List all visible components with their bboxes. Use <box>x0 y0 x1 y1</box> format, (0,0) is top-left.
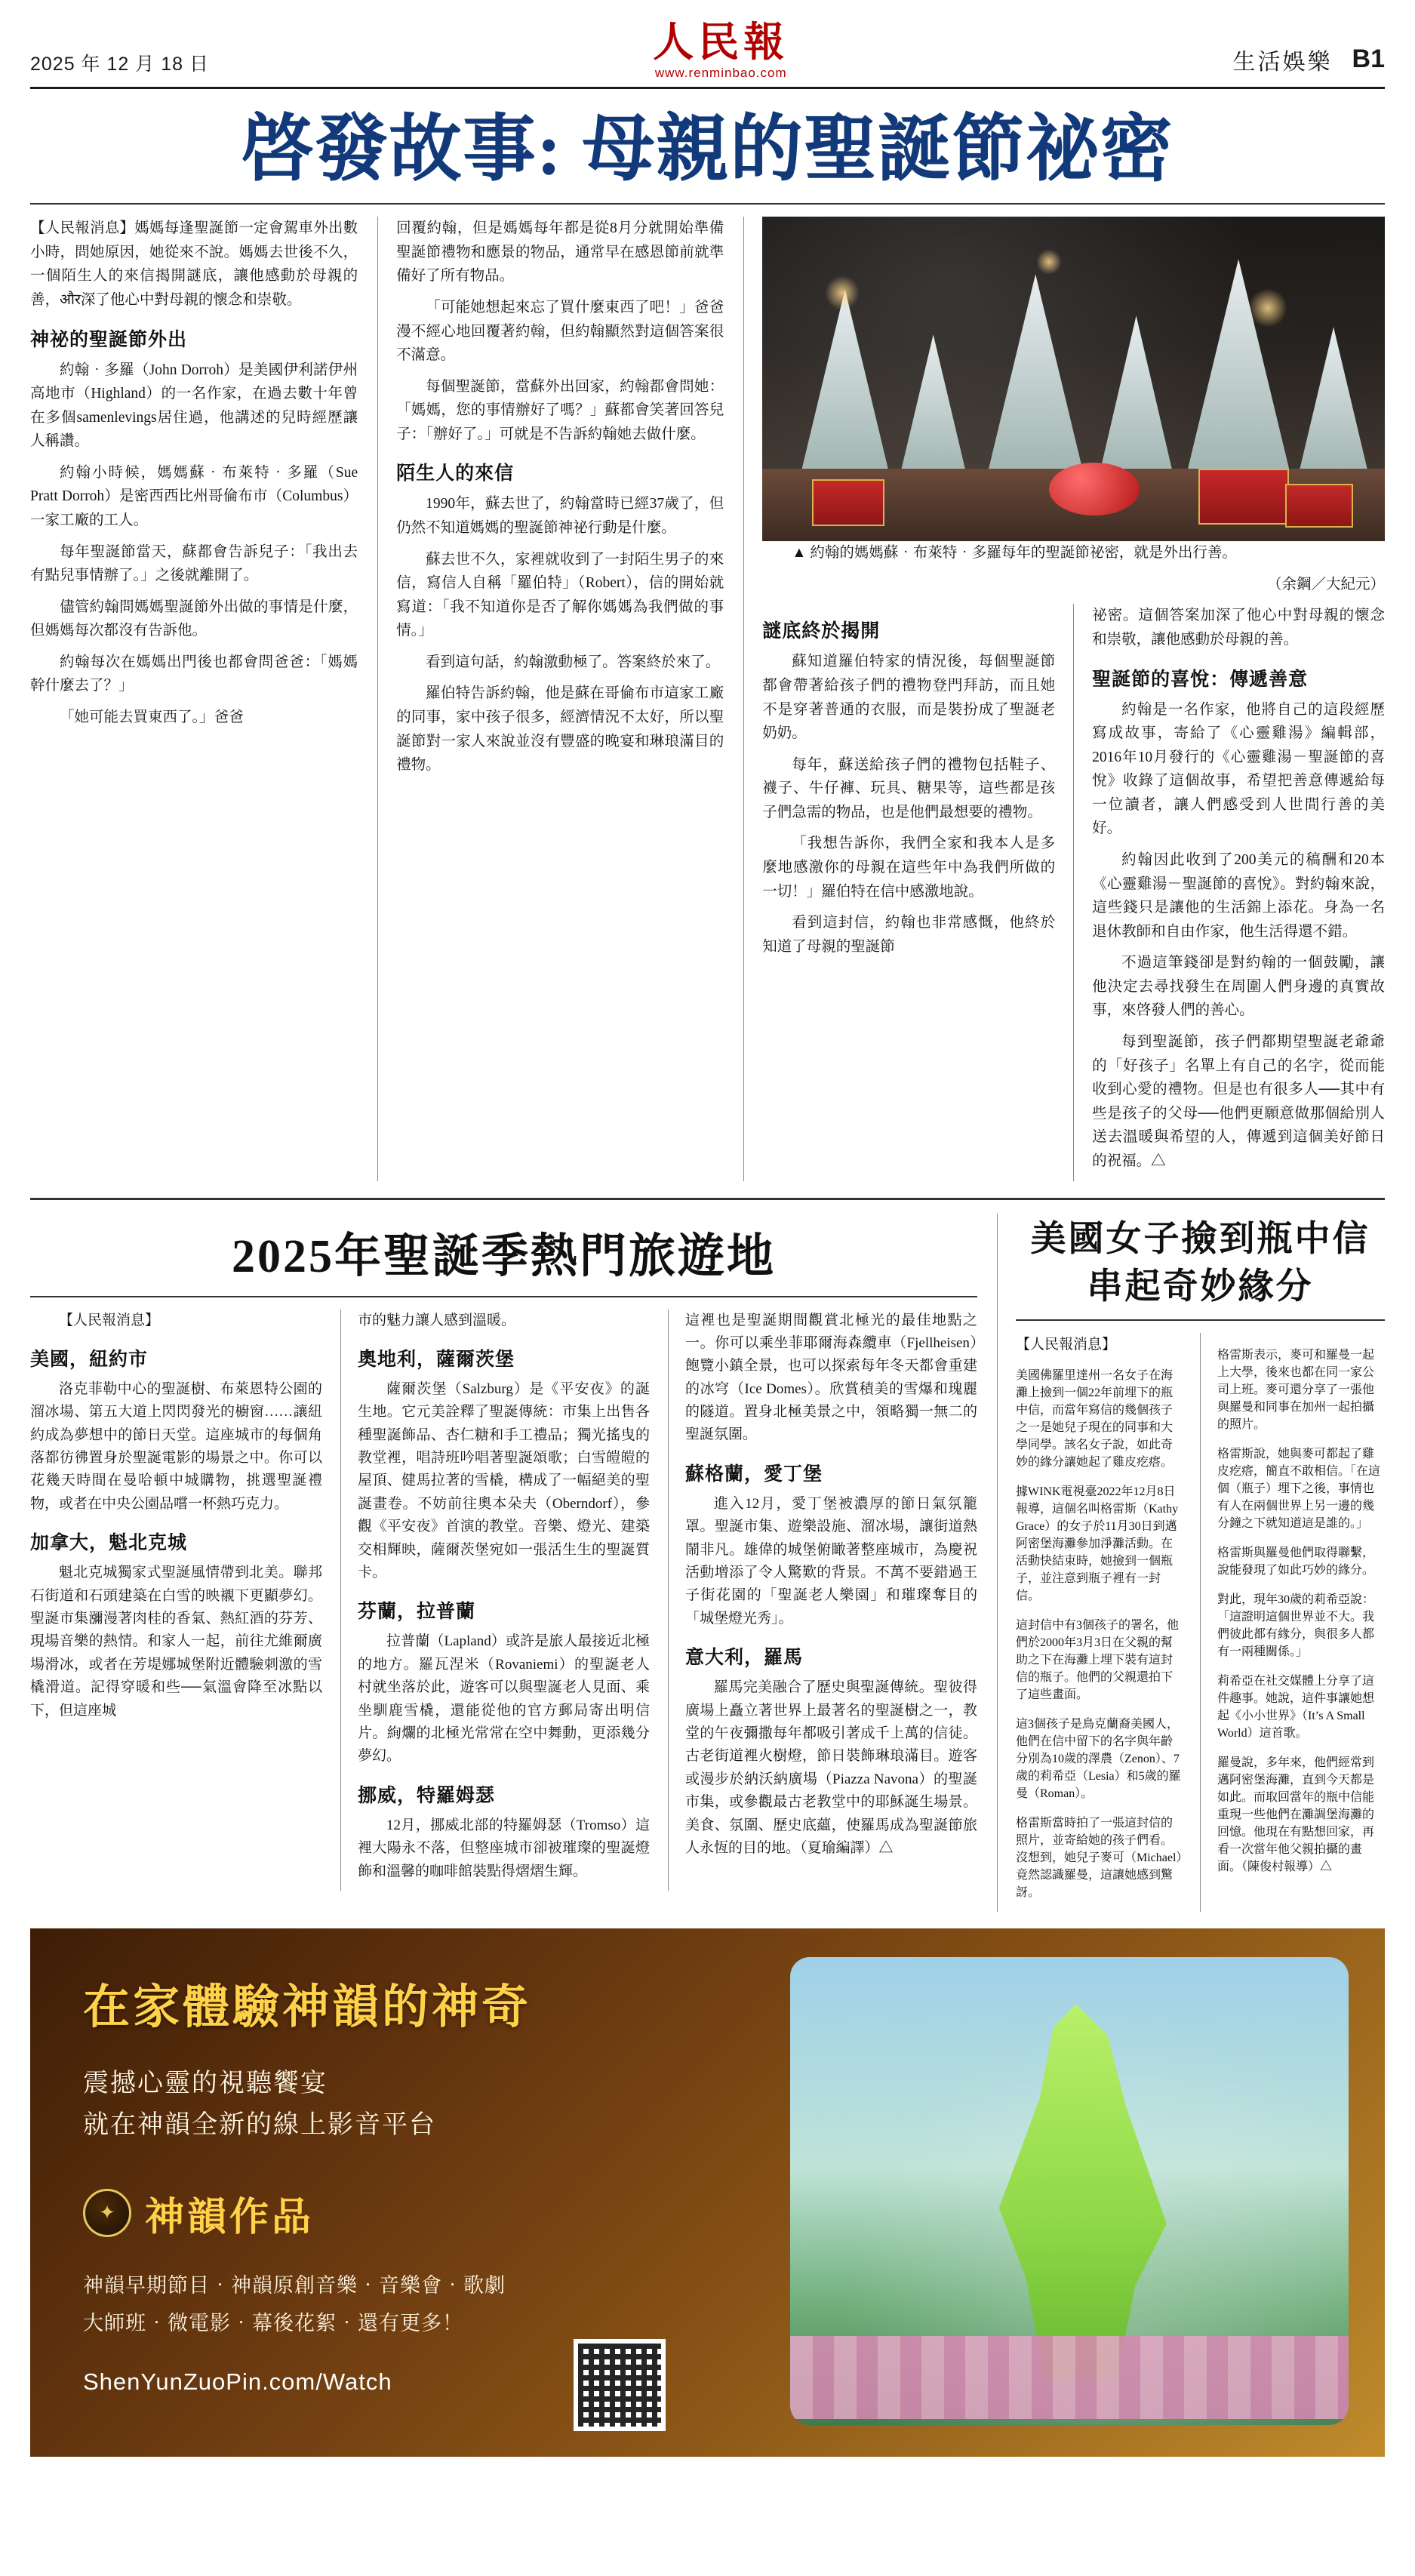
masthead-center <box>209 21 1233 81</box>
ad-brand-name: 神韻作品 <box>145 2196 315 2239</box>
paragraph: 洛克菲勒中心的聖誕樹、布萊恩特公園的溜冰場、第五大道上閃閃發光的櫥窗……讓紐約成為夢想中的節日天堂。這座城市的每個角落都彷彿置身於聖誕電影的場景之中。你可以花幾天時間在曼哈頓中城購物，挑選聖誕禮物，或者在中央公園品嚐一杯熱巧克力。 <box>30 1380 322 1512</box>
lead-article <box>30 217 1385 1180</box>
paragraph: 儘管約翰問媽媽聖誕節外出做的事情是什麼，但媽媽每次都沒有告訴他。 <box>30 599 358 639</box>
article-title-line2: 串起奇妙緣分 <box>1087 1266 1314 1306</box>
paragraph: 魁北克城獨家式聖誕風情帶到北美。聯邦石街道和石頭建築在白雪的映襯下更顯夢幻。聖誕市集瀰漫著肉桂的香氣、熱紅酒的芬芳、現場音樂的熱情。和家人一起，前往尤維爾廣場滑冰，或者在芳堤娜城堡附近體驗刺激的雪橇滑道。記得穿暖和些──氣溫會降至冰點以下，但這座城 <box>30 1565 322 1719</box>
paragraph: 據WINK電視臺2022年12月8日報導，這個名叫格雷斯（Kathy Grace）的女子於11月30日到邁阿密堡海灘參加淨灘活動。在活動快結束時，她撿到一個瓶子，並注意到瓶子裡有一封信。 <box>1016 1485 1179 1603</box>
lead-paragraph: 【人民報消息】媽媽每逢聖誕節一定會駕車外出數小時，問她原因，她從來不說。媽媽去世後不久，一個陌生人的來信揭開謎底，讓他感動於母親的善，और深了他心中對母親的懷念和崇敬。 <box>30 220 358 308</box>
qr-code[interactable] <box>574 2339 666 2431</box>
paragraph: 看到這句話，約翰激動極了。答案終於來了。 <box>426 654 721 670</box>
paragraph: 1990年，蘇去世了，約翰當時已經37歲了，但仍然不知道媽媽的聖誕節神祕行動是什麼。 <box>396 496 724 536</box>
paragraph: 格雷斯表示，麥可和羅曼一起上大學，後來也都在同一家公司上班。麥可還分享了一張他與羅曼和同事在加州一起拍攝的照片。 <box>1217 1349 1375 1432</box>
masthead-right <box>1233 43 1385 81</box>
paragraph: 「我想告訴你，我們全家和我本人是多麼地感激你的母親在這些年中為我們所做的一切！」羅伯特在信中感激地說。 <box>762 836 1056 900</box>
ad-url[interactable]: ShenYunZuoPin.com/Watch <box>83 2368 392 2395</box>
article-source: 【人民報消息】 <box>59 1312 160 1328</box>
ad-headline: 在家體驗神韻的神奇 <box>83 1982 532 2034</box>
page-title: 啓發故事: 母親的聖誕節祕密 <box>241 108 1174 189</box>
paragraph: 約翰是一名作家，他將自己的這段經歷寫成故事，寄給了《心靈雞湯》編輯部，2016年10月發行的《心靈雞湯－聖誕節的喜悅》收錄了這個故事，希望把善意傳遞給每一位讀者，讓人們感受到人世間行善的美好。 <box>1092 701 1386 837</box>
lotus-row <box>790 2336 1349 2419</box>
paragraph: 這3個孩子是鳥克蘭裔美國人，他們在信中留下的名字與年齡分別為10歲的澤農（Zenon）、7歲的莉希亞（Lesia）和5歲的羅曼（Roman）。 <box>1016 1718 1181 1801</box>
travel-column-2 <box>340 1310 650 1891</box>
subheading: 挪威，特羅姆瑟 <box>358 1785 496 1806</box>
paragraph: 羅伯特告訴約翰，他是蘇在哥倫布市這家工廠的同事，家中孩子很多，經濟情況不太好，所以聖誕節對一家人來說並沒有豐盛的晚宴和琳琅滿目的禮物。 <box>396 685 724 774</box>
lead-column-1 <box>30 217 358 1180</box>
subheading: 蘇格蘭，愛丁堡 <box>685 1463 823 1485</box>
paragraph: 這裡也是聖誕期間觀賞北極光的最佳地點之一。你可以乘坐菲耶爾海森纜車（Fjellheisen）飽覽小鎮全景，也可以探索每年冬天都會重建的冰穹（Ice Domes）。欣賞積美的雪爆和瑰麗的隧道。置身北極美景之中，領略獨一無二的聖誕氛圍。 <box>685 1312 977 1443</box>
subheading: 聖誕節的喜悅：傳遞善意 <box>1092 669 1309 690</box>
publication-date: 2025 年 12 月 18 日 <box>30 53 209 75</box>
paragraph: 約翰‧多羅（John Dorroh）是美國伊利諾伊州高地市（Highland）的一名作家，在過去數十年曾在多個samenlevings居住過，他講述的兒時經歷讓人稱讚。 <box>30 362 358 450</box>
ad-text-block <box>83 1969 762 2396</box>
subheading: 奧地利，薩爾茨堡 <box>358 1349 515 1370</box>
ad-subheadline-1: 震撼心靈的視聽饗宴 <box>83 2070 328 2098</box>
divider <box>30 1198 1385 1200</box>
paragraph: 羅曼說，多年來，他們經常到邁阿密堡海灘，直到今天都是如此。而取回當年的瓶中信能重現一些他們在灘調堡海灘的回憶。他現在有點想回家，再看一次當年他父親拍攝的畫面。（陳俊村報導）△ <box>1217 1756 1375 1874</box>
paragraph: 莉希亞在社交媒體上分享了這件趣事。她說，這件事讓她想起《小小世界》（It’s A Small World）這首歌。 <box>1217 1675 1375 1740</box>
crest-icon: ✦ <box>83 2189 131 2237</box>
bottle-letter-article <box>997 1214 1385 1913</box>
subheading: 謎底終於揭開 <box>762 621 881 642</box>
bottle-column-1 <box>1016 1333 1183 1912</box>
page-number: B1 <box>1352 45 1385 74</box>
ad-subheadline-2: 就在神韻全新的線上影音平台 <box>83 2110 436 2139</box>
paragraph: 市的魅力讓人感到溫暖。 <box>358 1312 516 1328</box>
paragraph: 進入12月，愛丁堡被濃厚的節日氣氛籠罩。聖誕市集、遊樂設施、溜冰場，讓街道熱鬧非凡。雄偉的城堡俯瞰著整座城市，為慶祝活動增添了令人驚歎的背景。不萬不要錯過王子街花園的「聖誕老人樂園」和璀璨奪目的「城堡燈光秀」。 <box>685 1495 977 1627</box>
travel-article <box>30 1214 977 1913</box>
article-source: 【人民報消息】 <box>1016 1337 1117 1353</box>
paragraph: 每個聖誕節，當蘇外出回家，約翰都會問她：「媽媽，您的事情辦好了嗎？」蘇都會笑著回答兒子：「辦好了。」可就是不告訴約翰她去做什麼。 <box>396 378 724 442</box>
subheading: 加拿大，魁北克城 <box>30 1533 188 1554</box>
paragraph: 約翰因此收到了200美元的稿酬和20本《心靈雞湯－聖誕節的喜悅》。對約翰來說，這些錢只是讓他的生活錦上添花。身為一名退休教師和自由作家，他生活得還不錯。 <box>1092 851 1386 940</box>
paragraph: 每到聖誕節，孩子們都期望聖誕老爺爺的「好孩子」名單上有自己的名字，從而能收到心愛的禮物。但是也有很多人──其中有些是孩子的父母──他們更願意做那個給別人送去溫暖與希望的人，傳遞到這個美好節日的祝福。△ <box>1092 1034 1386 1169</box>
paragraph: 祕密。這個答案加深了他心中對母親的懷念和崇敬，讓他感動於母親的善。 <box>1092 608 1386 648</box>
paragraph: 約翰小時候，媽媽蘇‧布萊特‧多羅（Sue Pratt Dorroh）是密西西比州哥倫布市（Columbus）一家工廠的工人。 <box>30 464 358 528</box>
paragraph: 不過這筆錢卻是對約翰的一個鼓勵，讓他決定去尋找發生在周圍人們身邊的真實故事，來啓發人們的善心。 <box>1092 955 1386 1019</box>
paragraph: 羅馬完美融合了歷史與聖誕傳統。聖彼得廣場上矗立著世界上最著名的聖誕樹之一，教堂的午夜彌撒每年都吸引著成千上萬的信徒。古老街道裡火樹燈，節日裝飾琳琅滿目。遊客或漫步於納沃納廣場（Piazza Navona）的聖誕市集，或參觀最古老教堂中的耶穌誕生場景。美食、氛圍、歷史底蘊，使羅馬成為聖誕節旅人永恆的目的地。（夏瑜編譯）△ <box>685 1679 977 1856</box>
photo-credit: （余鋼／大紀元） <box>1267 576 1386 592</box>
section-name: 生活娛樂 <box>1232 49 1333 75</box>
publication-logo: 人民報 <box>653 20 789 65</box>
advertisement[interactable] <box>30 1928 1385 2457</box>
photo-caption: ▲ 約翰的媽媽蘇‧布萊特‧多羅每年的聖誕節祕密，就是外出行善。 <box>792 545 1237 562</box>
subheading: 意大利，羅馬 <box>685 1648 804 1669</box>
paragraph: 每年，蘇送給孩子們的禮物包括鞋子、襪子、牛仔褲、玩具、糖果等，這些都是孩子們急需的物品，也是他們最想要的禮物。 <box>762 756 1056 820</box>
paragraph: 對此，現年30歲的莉希亞說：「這證明這個世界並不大。我們彼此都有緣分，與很多人都有一兩種關係。」 <box>1217 1593 1375 1659</box>
publication-url[interactable]: www.renminbao.com <box>654 65 787 80</box>
paragraph: 12月，挪威北部的特羅姆瑟（Tromso）這裡大陽永不落，但整座城市卻被璀璨的聖誕燈飾和溫馨的咖啡館裝點得熠熠生輝。 <box>358 1817 650 1879</box>
secondary-articles <box>30 1214 1385 1913</box>
paragraph: 看到這封信，約翰也非常感慨，他終於知道了母親的聖誕節 <box>762 915 1056 955</box>
ad-feature-line-2: 大師班‧微電影‧幕後花絮‧還有更多！ <box>83 2311 463 2334</box>
article-photo <box>762 217 1385 596</box>
paragraph: 薩爾茨堡（Salzburg）是《平安夜》的誕生地。它元美詮釋了聖誕傳統：市集上出售各種聖誕飾品、杏仁糖和手工禮品；獨光搖曳的教堂裡，唱詩班吟唱著聖誕頌歌；白雪皚皚的屋頂、健馬拉著的雪橇，構成了一幅絕美的聖誕畫卷。不妨前往奧本朵夫（Oberndorf），參觀《平安夜》首演的教堂。音樂、燈光、建築交相輝映，薩爾茨堡宛如一張活生生的聖誕質卡。 <box>358 1380 650 1581</box>
paragraph: 格雷斯說，她與麥可都起了雞皮疙瘩，簡直不敢相信。「在這個（瓶子）埋下之後，事情也有人在兩個世界上另一邊的幾分鐘之下就知道這是誰的。」 <box>1217 1448 1381 1531</box>
paragraph: 格雷斯當時拍了一張這封信的照片，並寄給她的孩子們看。沒想到，她兒子麥可（Michael）竟然認識羅曼，這讓她感到驚訝。 <box>1016 1817 1183 1900</box>
masthead <box>30 21 1385 89</box>
article-title: 2025年聖誕季熱門旅遊地 <box>231 1230 776 1282</box>
paragraph: 格雷斯與羅曼他們取得聯繫，說能發現了如此巧妙的緣分。 <box>1217 1547 1375 1577</box>
divider <box>30 203 1385 205</box>
ad-brand <box>83 2185 762 2242</box>
bottle-column-2 <box>1200 1333 1385 1912</box>
ad-feature-line-1: 神韻早期節目‧神韻原創音樂‧音樂會‧歌劇 <box>83 2273 506 2297</box>
ad-image <box>790 1957 1349 2425</box>
article-title-line1: 美國女子撿到瓶中信 <box>1030 1219 1370 1259</box>
paragraph: 回覆約翰，但是媽媽每年都是從8月分就開始準備聖誕節禮物和應景的物品，通常早在感恩節前就準備好了所有物品。 <box>396 220 724 285</box>
subheading: 美國，紐約市 <box>30 1349 149 1370</box>
christmas-scene-image <box>762 217 1385 541</box>
lead-column-4 <box>1073 604 1385 1180</box>
lead-column-3a <box>762 604 1055 1180</box>
paragraph: 蘇知道羅伯特家的情況後，每個聖誕節都會帶著給孩子們的禮物登門拜訪，而且她不是穿著普通的衣服，而是裝扮成了聖誕老奶奶。 <box>762 654 1056 742</box>
lead-column-2 <box>377 217 724 1180</box>
lead-column-3 <box>743 217 1385 1180</box>
paragraph: 美國佛羅里達州一名女子在海灘上撿到一個22年前埋下的瓶中信，而當年寫信的幾個孩子之一是她兒子現在的同事和大學同學。該名女子說，如此奇妙的緣分讓她起了雞皮疙瘩。 <box>1016 1369 1174 1470</box>
subheading: 芬蘭，拉普蘭 <box>358 1602 476 1623</box>
subheading: 陌生人的來信 <box>396 463 515 485</box>
paragraph: 蘇去世不久，家裡就收到了一封陌生男子的來信，寫信人自稱「羅伯特」（Robert），信的開始就寫道：「我不知道你是否了解你媽媽為我們做的事情。」 <box>396 551 724 639</box>
travel-column-1 <box>30 1310 322 1891</box>
paragraph: 每年聖誕節當天，蘇都會告訴兒子：「我出去有點兒事情辦了。」之後就離開了。 <box>30 543 358 584</box>
paragraph: 「可能她想起來忘了買什麼東西了吧！」爸爸漫不經心地回覆著約翰，但約翰顯然對這個答案很不滿意。 <box>396 299 724 364</box>
paragraph: 約翰每次在媽媽出門後也都會問爸爸：「媽媽幹什麼去了？」 <box>30 654 358 694</box>
paragraph: 「她可能去買東西了。」爸爸 <box>60 709 244 726</box>
paragraph: 這封信中有3個孩子的署名，他們於2000年3月3日在父親的幫助之下在海灘上埋下裝有這封信的瓶子。他們的父親還拍下了這些畫面。 <box>1016 1619 1180 1702</box>
subheading: 神祕的聖誕節外出 <box>30 329 188 350</box>
travel-column-3 <box>668 1310 977 1891</box>
paragraph: 拉普蘭（Lapland）或許是旅人最接近北極的地方。羅瓦涅米（Rovaniemi）的聖誕老人村就坐落於此，遊客可以與聖誕老人見面、乘坐馴鹿雪橇，還能從他的官方郵局寄出明信片。絢爛的北極光常常在空中舞動，更添幾分夢幻。 <box>358 1633 650 1765</box>
